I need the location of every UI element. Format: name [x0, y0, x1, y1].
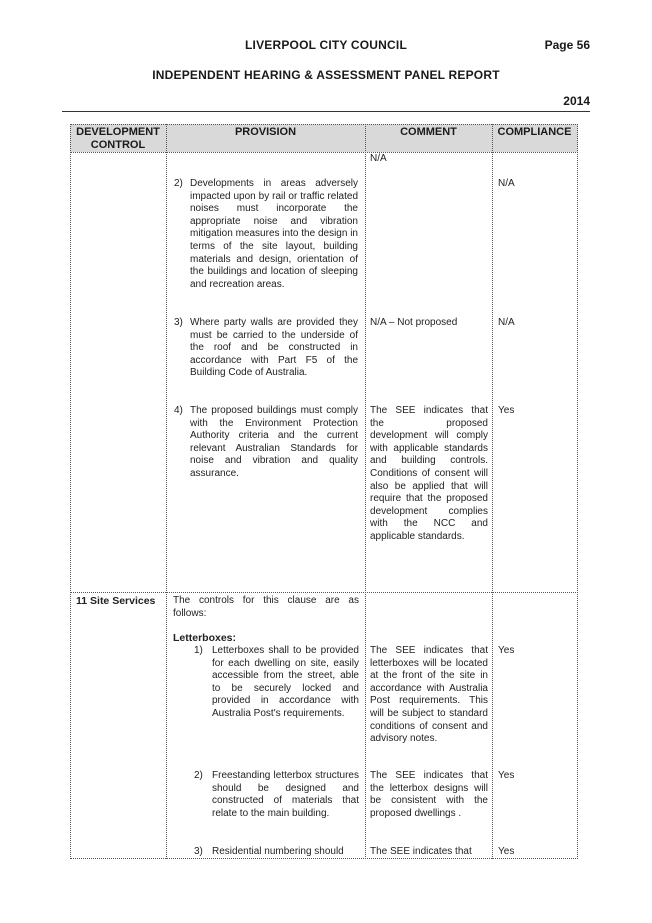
comment-cell: N/A — [370, 153, 387, 164]
column-divider-2 — [365, 124, 366, 859]
column-divider-3 — [492, 124, 493, 859]
provision-text: The proposed buildings must comply with the Environment Protection Authority criteria and the current relevant Australian Standards for noise and vibration and quality assurance. — [190, 405, 358, 479]
comment-cell: N/A – Not proposed — [370, 317, 458, 328]
table-border-left — [70, 124, 71, 859]
provision-number: 4) — [174, 405, 183, 416]
provision-text: Freestanding letterbox structures should be designed and constructed of materials that relate to the main building. — [212, 770, 359, 819]
assessment-table — [70, 124, 578, 859]
compliance-cell: N/A — [498, 178, 515, 189]
compliance-cell: Yes — [498, 846, 515, 857]
provision-text: Developments in areas adversely impacted upon by rail or traffic related noises must incorporate the appropriate noise and vibration mitigation measures into the design in terms of the site layout, building materials and design, orientation of the buildings and location of sleeping and recreation areas. — [190, 178, 358, 290]
comment-cell: The SEE indicates that the proposed development will comply with applicable standards and building controls. Conditions of consent will also be applied that will require that the proposed development complies with the NCC and applicable standards. — [370, 405, 488, 542]
section-divider — [70, 592, 578, 593]
comment-cell: The SEE indicates that the letterbox designs will be consistent with the proposed dwellings . — [370, 770, 488, 819]
column-divider-1 — [166, 124, 167, 859]
column-header-comment: COMMENT — [400, 126, 457, 138]
header-page-number: Page 56 — [544, 38, 590, 52]
comment-cell: The SEE indicates that — [370, 846, 472, 857]
provision-subheading: Letterboxes: — [173, 632, 237, 644]
provision-number: 1) — [194, 645, 203, 656]
development-control-label: 11 Site Services — [76, 595, 156, 607]
column-header-development-control: DEVELOPMENT CONTROL — [76, 126, 160, 151]
compliance-cell: Yes — [498, 770, 515, 781]
table-border-right — [577, 124, 578, 859]
compliance-cell: N/A — [498, 317, 515, 328]
provision-text: Letterboxes shall to be provided for each dwelling on site, easily accessible from the street, able to be securely locked and provided in accordance with Australia Post's requirements. — [212, 645, 359, 719]
header-row-divider — [70, 152, 578, 153]
header-report-title: INDEPENDENT HEARING & ASSESSMENT PANEL REPORT — [152, 68, 500, 82]
column-header-compliance: COMPLIANCE — [497, 126, 572, 138]
header-council: LIVERPOOL CITY COUNCIL — [245, 38, 407, 52]
table-border-top — [70, 124, 578, 125]
provision-intro: The controls for this clause are as follows: — [173, 595, 359, 619]
comment-cell: The SEE indicates that letterboxes will be located at the front of the site in accordance with Australia Post requirements. This will be subject to standard conditions of consent and advisory notes. — [370, 645, 488, 745]
compliance-cell: Yes — [498, 405, 515, 416]
column-header-provision: PROVISION — [234, 126, 297, 138]
provision-text: Where party walls are provided they must be carried to the underside of the roof and be constructed in accordance with Part F5 of the Building Code of Australia. — [190, 317, 358, 379]
provision-number: 3) — [194, 846, 203, 857]
provision-number: 3) — [174, 317, 183, 328]
compliance-cell: Yes — [498, 645, 515, 656]
provision-number: 2) — [174, 178, 183, 189]
header-rule — [62, 111, 590, 112]
header-year: 2014 — [563, 94, 590, 108]
provision-number: 2) — [194, 770, 203, 781]
provision-text: Residential numbering should — [212, 846, 344, 857]
